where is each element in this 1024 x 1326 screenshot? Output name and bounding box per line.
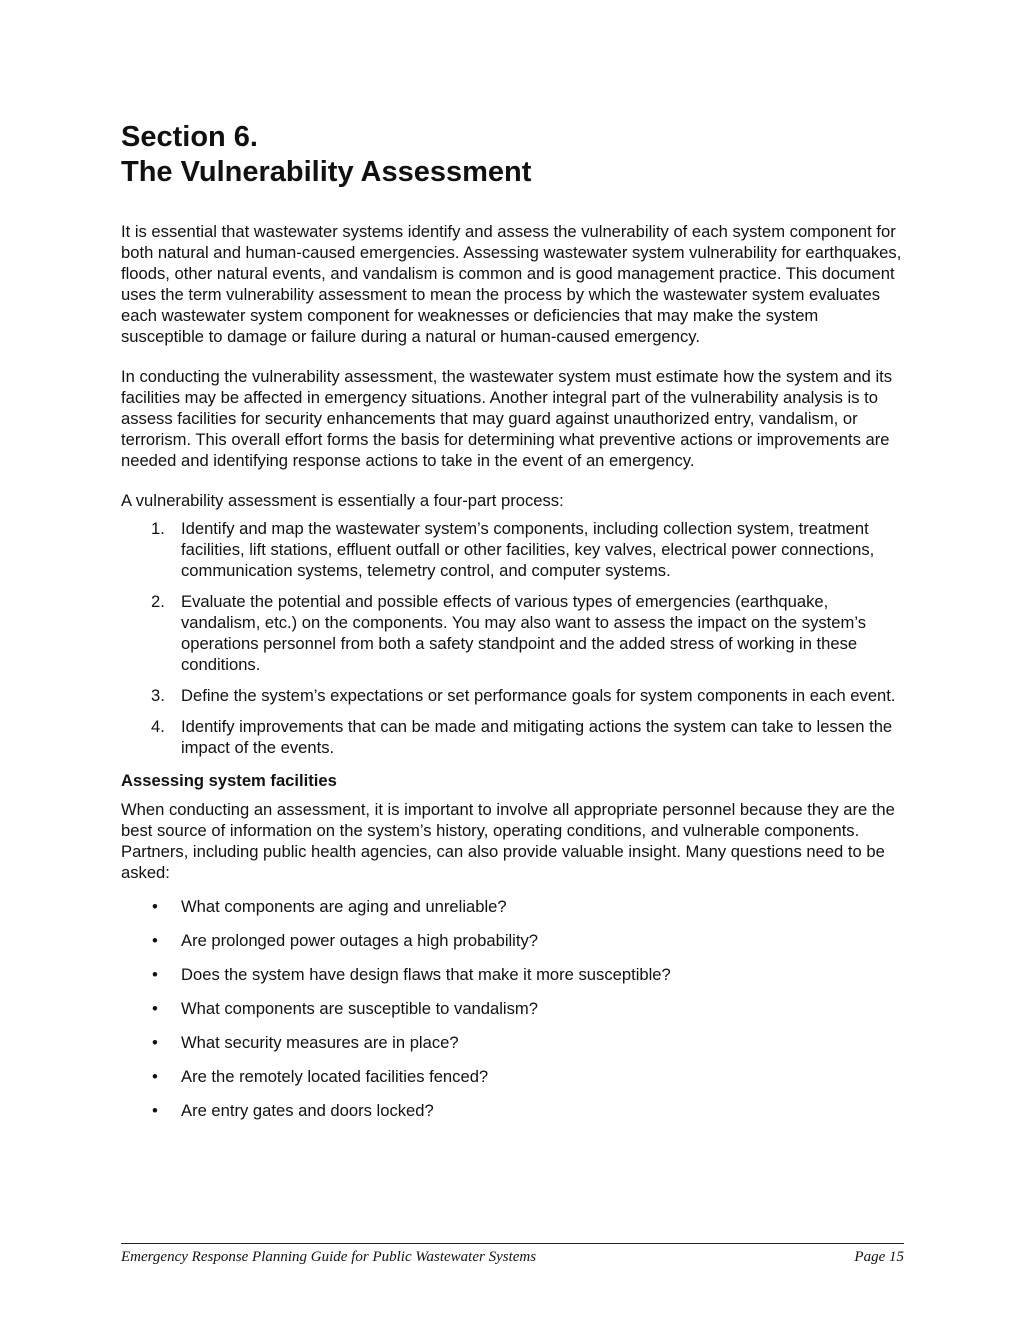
facilities-paragraph: When conducting an assessment, it is important to involve all appropriate personnel because they are the best source of information on the system’s history, operating conditions, and vulnerable components. Partners, including public health agencies, can also provide valuable insight. Many questions need to be asked: [121, 800, 895, 882]
list-item [121, 930, 904, 951]
list-item [121, 591, 904, 675]
list-item [121, 896, 904, 917]
step-number: 3. [151, 686, 165, 705]
questions-list [121, 896, 904, 1121]
list-item [121, 1032, 904, 1053]
bullet-icon: • [152, 1101, 158, 1120]
section-title: The Vulnerability Assessment [121, 156, 532, 188]
bullet-icon: • [152, 931, 158, 950]
process-steps-list [121, 518, 904, 758]
facilities-heading: Assessing system facilities [121, 771, 337, 790]
bullet-icon: • [152, 897, 158, 916]
step-number: 2. [151, 592, 165, 611]
bullet-icon: • [152, 999, 158, 1018]
step-text: Identify improvements that can be made and mitigating actions the system can take to lessen the impact of the events. [181, 717, 893, 757]
list-item [121, 964, 904, 985]
page-footer [121, 1243, 904, 1266]
list-item [121, 518, 904, 581]
step-number: 1. [151, 519, 165, 538]
bullet-icon: • [152, 1033, 158, 1052]
list-item [121, 716, 904, 758]
bullet-icon: • [152, 965, 158, 984]
intro-paragraph: It is essential that wastewater systems identify and assess the vulnerability of each system component for both natural and human-caused emergencies. Assessing wastewater system vulnerability for earthquakes, floods, other natural events, and vandalism is common and is good management practice. This document uses the term vulnerability assessment to mean the process by which the wastewater system evaluates each wastewater system component for weaknesses or deficiencies that may make the system susceptible to damage or failure during a natural or human-caused emergency. [121, 222, 902, 346]
question-text: What components are aging and unreliable? [181, 897, 507, 916]
document-page [121, 120, 904, 1134]
question-text: Are prolonged power outages a high probability? [181, 931, 539, 950]
footer-document-title: Emergency Response Planning Guide for Public Wastewater Systems [121, 1249, 537, 1265]
question-text: What components are susceptible to vandalism? [181, 999, 538, 1018]
step-text: Identify and map the wastewater system’s components, including collection system, treatment facilities, lift stations, effluent outfall or other facilities, key valves, electrical power connections, communication systems, telemetry control, and computer systems. [181, 519, 875, 580]
bullet-icon: • [152, 1067, 158, 1086]
conducting-paragraph: In conducting the vulnerability assessment, the wastewater system must estimate how the system and its facilities may be affected in emergency situations. Another integral part of the vulnerability analysis is to assess facilities for security enhancements that may guard against unauthorized entry, vandalism, or terrorism. This overall effort forms the basis for determining what preventive actions or improvements are needed and identifying response actions to take in the event of an emergency. [121, 367, 893, 470]
list-item [121, 1066, 904, 1087]
step-number: 4. [151, 717, 165, 736]
step-text: Evaluate the potential and possible effects of various types of emergencies (earthquake, vandalism, etc.) on the components. You may also want to assess the impact on the system’s operations personnel from both a safety standpoint and the added stress of working in these conditions. [181, 592, 867, 674]
footer-page-number: Page 15 [854, 1249, 904, 1265]
question-text: Are entry gates and doors locked? [181, 1101, 434, 1120]
process-lead-paragraph: A vulnerability assessment is essentially a four-part process: [121, 491, 564, 510]
list-item [121, 1100, 904, 1121]
question-text: Are the remotely located facilities fenced? [181, 1067, 489, 1086]
list-item [121, 998, 904, 1019]
step-text: Define the system’s expectations or set performance goals for system components in each event. [181, 686, 896, 705]
page-title [121, 120, 904, 190]
section-number: Section 6. [121, 121, 258, 153]
question-text: What security measures are in place? [181, 1033, 459, 1052]
list-item [121, 685, 904, 706]
question-text: Does the system have design flaws that make it more susceptible? [181, 965, 671, 984]
